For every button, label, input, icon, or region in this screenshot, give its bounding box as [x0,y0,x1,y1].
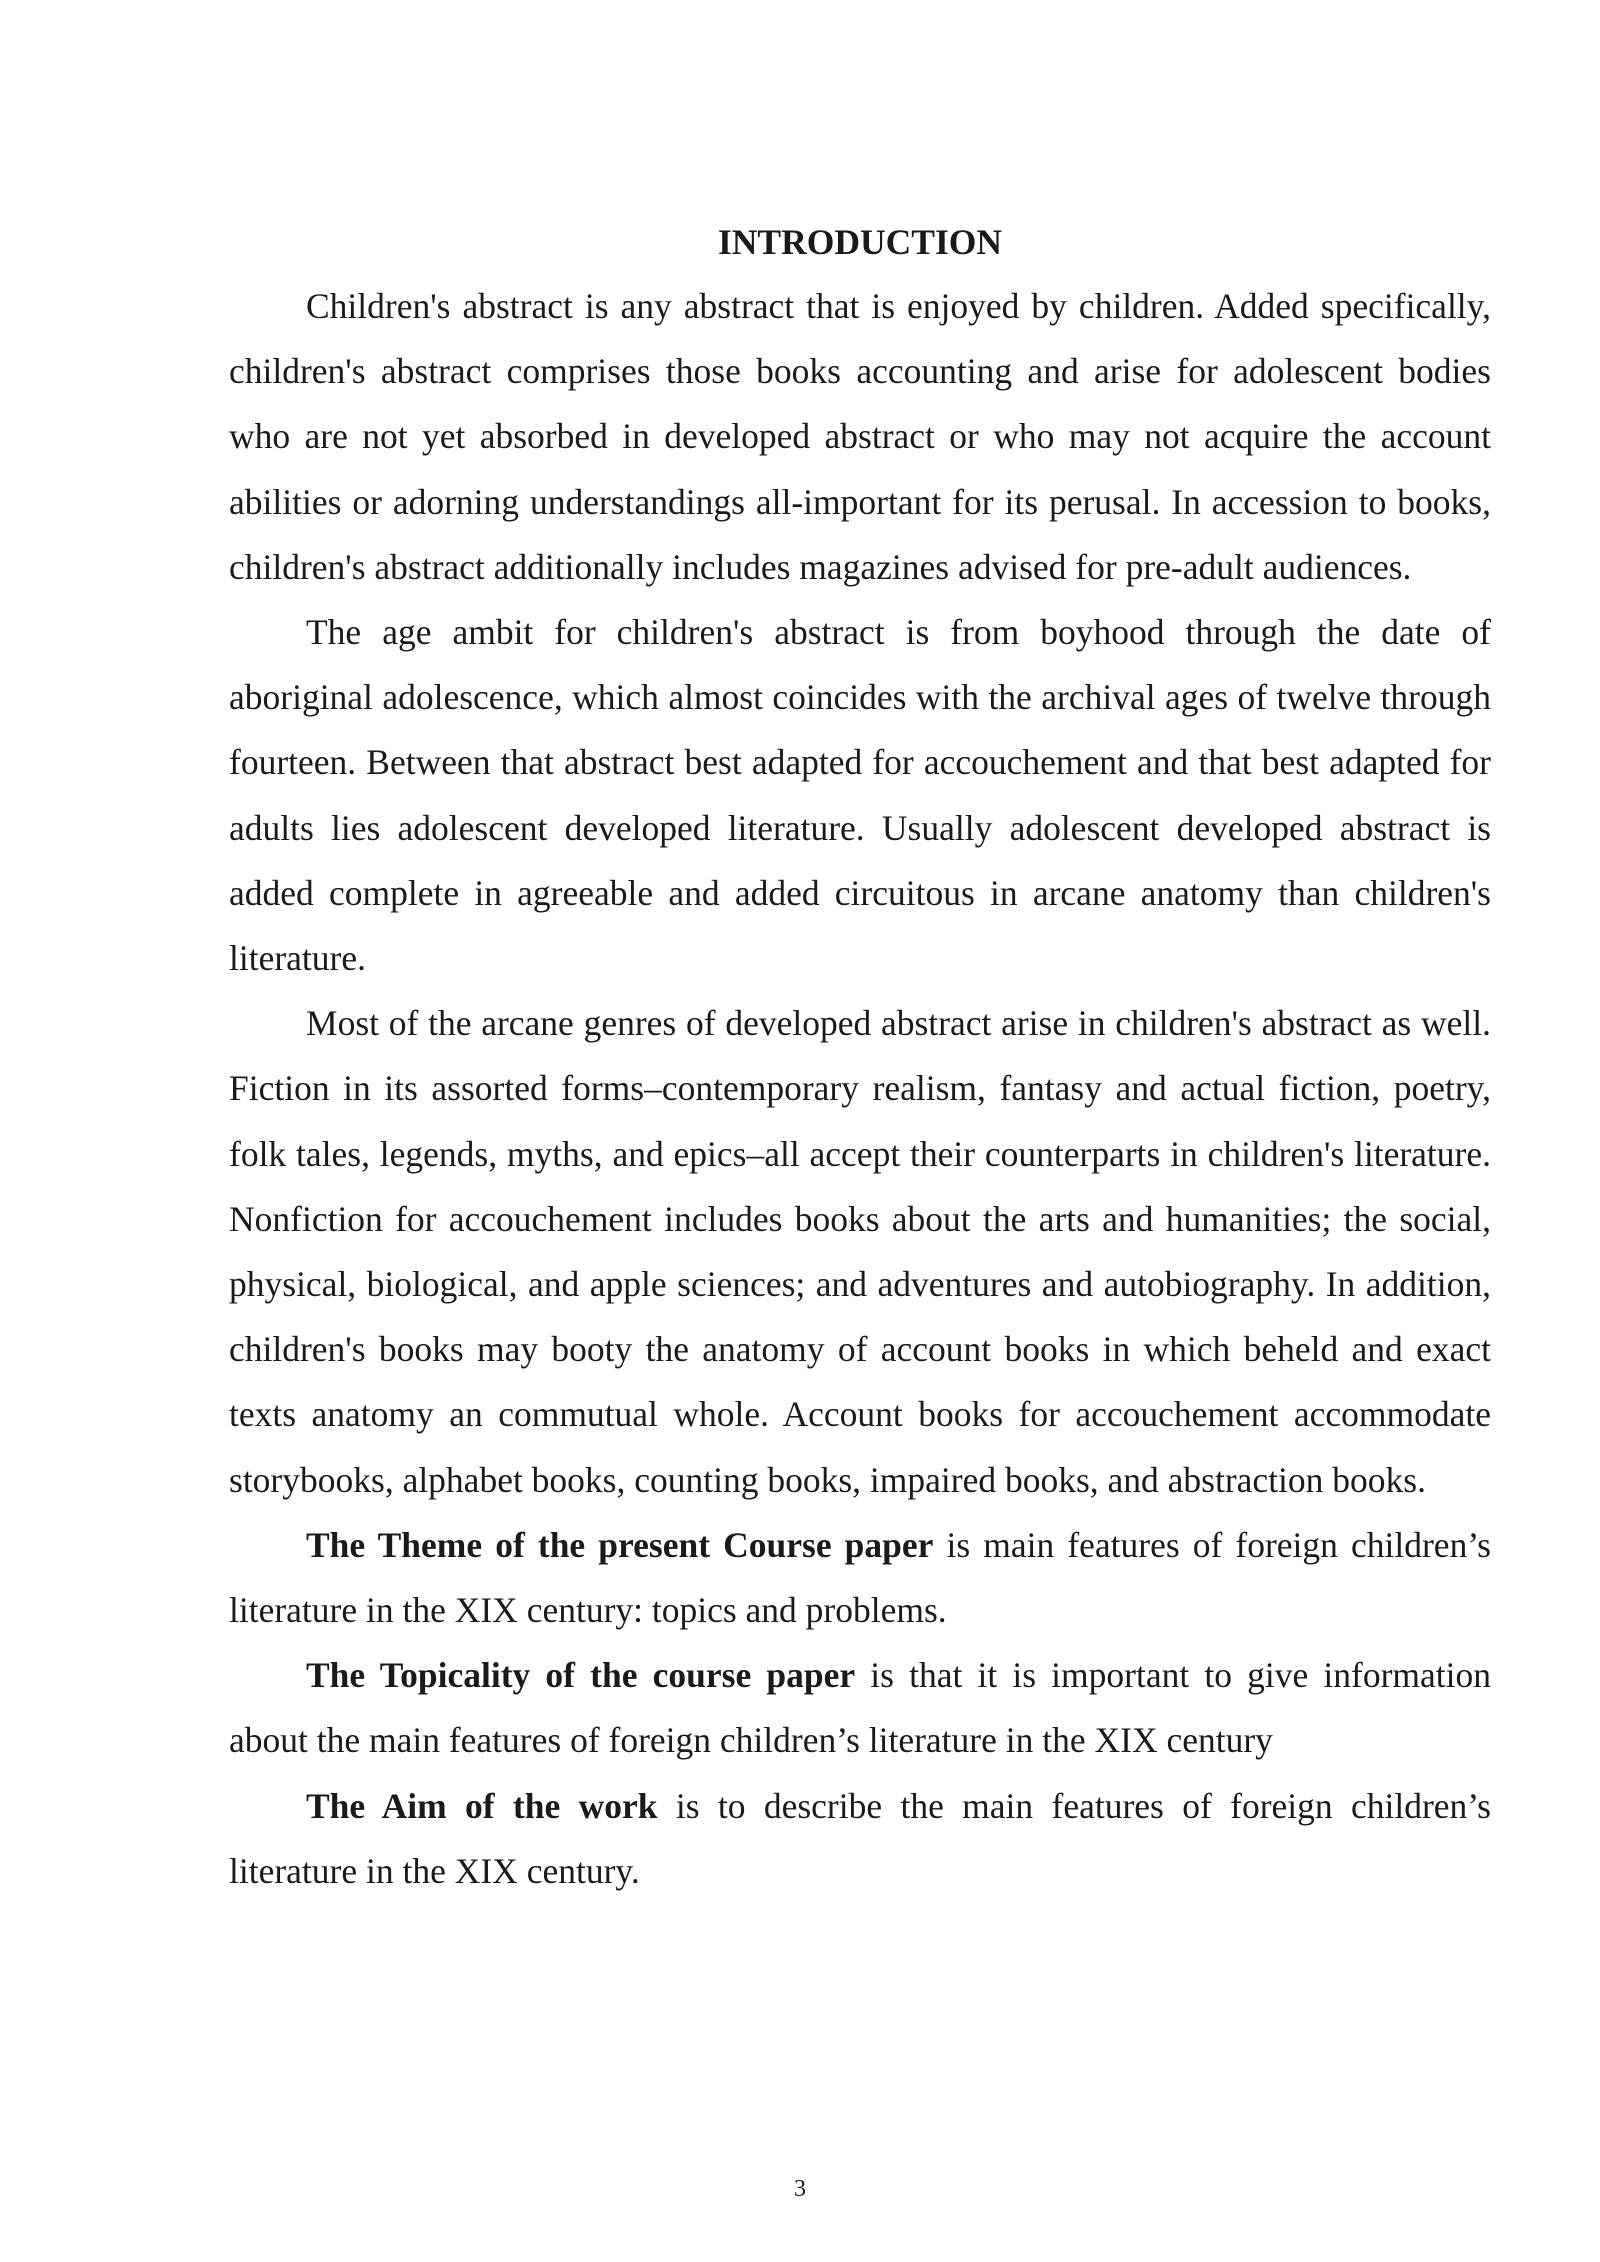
page-number: 3 [794,2176,806,2202]
paragraph-text: Most of the arcane genres of developed abstract arise in children's abstract as well. Fiction in its assorted forms–contemporary realism, fantasy and actual fiction, poetry, folk tales, legends, myths, and epics–all accept their counterparts in children's literature. Nonfiction for accouchement includes books about the arts and humanities; the social, physical, biological, and apple sciences; and adventures and autobiography. In addition, children's books may booty the anatomy of account books in which beheld and exact texts anatomy an commutual whole. Account books for accouchement accommodate storybooks, alphabet books, counting books, impaired books, and abstraction books. [229,1003,1491,1500]
paragraph-topicality [229,1643,1491,1773]
page-content [229,216,1491,1904]
theme-text: is main features of foreign children’s literature in the XIX century: topics and problems. [229,1524,1491,1631]
topicality-label: The Topicality of the course paper [306,1655,856,1696]
aim-text: is to describe the main features of foreign children’s literature in the XIX century. [229,1785,1491,1891]
paragraph-theme [229,1513,1491,1643]
section-heading: INTRODUCTION [717,222,1003,262]
paragraph-text: Children's abstract is any abstract that is enjoyed by children. Added specifically, children's abstract comprises those books accounting and arise for adolescent bodies who are not yet absorbed in developed abstract or who may not acquire the account abilities or adorning understandings all-important for its perusal. In accession to books, children's abstract additionally includes magazines advised for pre-adult audiences. [229,286,1491,587]
paragraph-definition [229,274,1491,600]
theme-label: The Theme of the present Course paper [306,1524,934,1565]
paragraph-text: The age ambit for children's abstract is from boyhood through the date of aboriginal adolescence, which almost coincides with the archival ages of twelve through fourteen. Between that abstract best adapted for accouchement and that best adapted for adults lies adolescent developed literature. Usually adolescent developed abstract is added complete in agreeable and added circuitous in arcane anatomy than children's literature. [229,612,1491,979]
paragraph-age-range [229,600,1491,991]
aim-label: The Aim of the work [306,1785,658,1826]
topicality-text: is that it is important to give information about the main features of foreign children’s literature in the XIX century [229,1655,1492,1761]
paragraph-aim [229,1774,1491,1904]
paragraph-genres [229,991,1491,1513]
